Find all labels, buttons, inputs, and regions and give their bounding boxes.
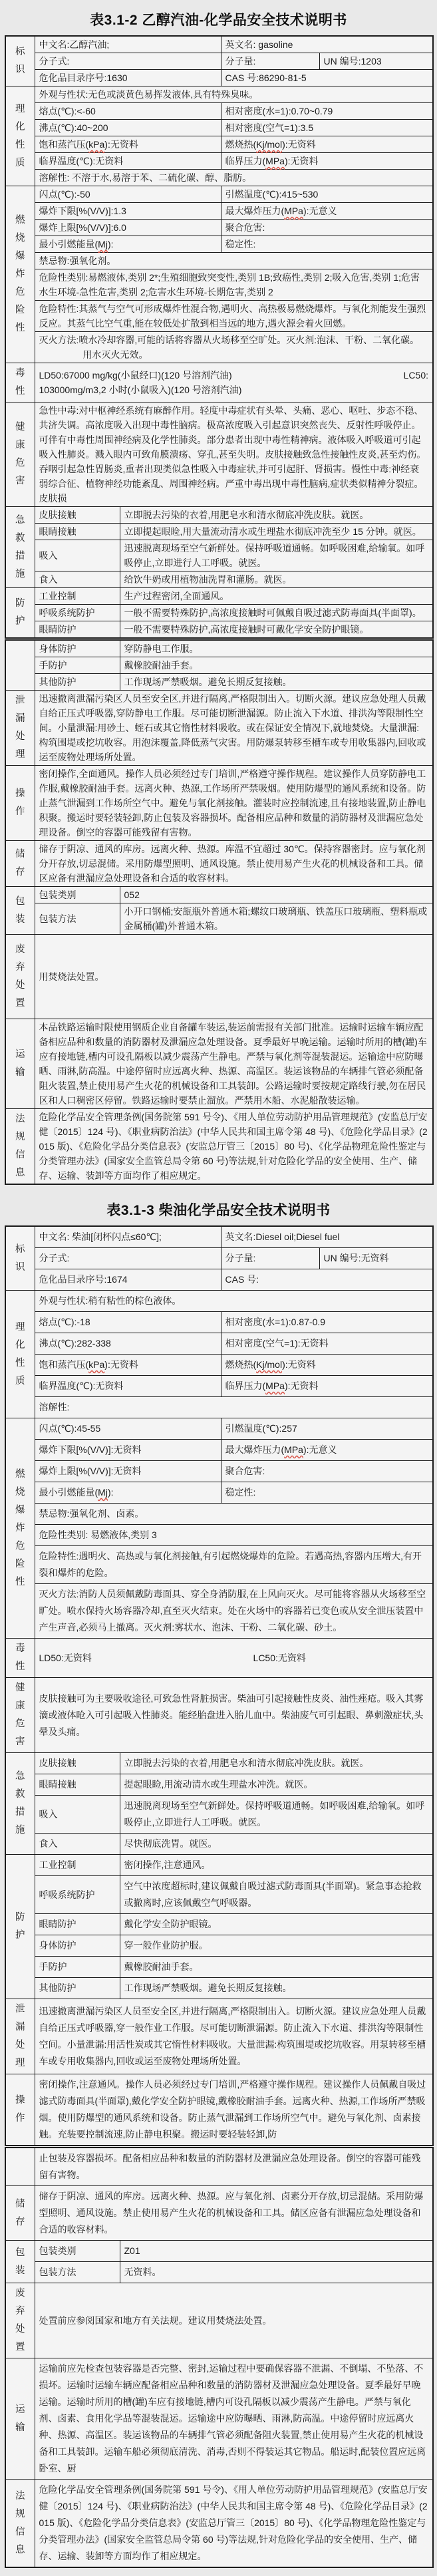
field-text: 临界压力( <box>225 1380 266 1391</box>
fire-fighting-method: 灭火方法:消防人员须佩戴防毒面具、穿全身消防服,在上风向灭火。尽可能将容器从火场移至空旷处。喷水保持火场容器冷却,直至灭火结束。处在火场中的容器若已变色或从安全泄压装置中产生声音,必须马上撤离。灭火剂:雾状水、泡沫、干粉、二氧化碳、砂土。 <box>35 1584 433 1639</box>
first-aid-inhalation: 迅速脱离现场至空气新鲜处。保持呼吸道通畅。如呼吸困难,给输氧。如呼吸停止,立即进行人工呼吸。就医。 <box>120 1796 433 1834</box>
section-label-text: 废弃处置 <box>15 2288 25 2352</box>
field-text: ): <box>107 239 114 249</box>
table-row <box>5 1440 433 1461</box>
critical-temperature: 临界温度(℃):无资料 <box>35 1376 221 1397</box>
field-text: 最大爆炸压力( <box>225 1444 285 1455</box>
table-row <box>5 588 433 605</box>
table-row <box>5 2147 433 2186</box>
section-label-text: 燃烧爆炸危险性 <box>15 1468 25 1587</box>
table-row <box>5 1333 433 1355</box>
table-row <box>5 524 433 540</box>
table-row <box>5 1461 433 1482</box>
field-text: ): <box>107 1487 114 1498</box>
lc50-value: 103000mg/m3,2 小时(小鼠吸入)(120 号溶剂汽油) <box>39 385 242 395</box>
table-row <box>5 1855 433 1876</box>
molecular-formula: 分子式: <box>35 53 221 70</box>
section-label-text: 废弃处置 <box>15 944 25 1009</box>
section-label-text: 理化性质 <box>15 103 25 168</box>
row-label-eye-contact: 眼睛接触 <box>35 524 120 540</box>
first-aid-inhalation: 迅速脱离现场至空气新鲜处。保持呼吸道通畅。如呼吸困难,给输氧。如呼吸停止,立即进行人工呼吸。就医。 <box>120 540 433 571</box>
transport-text: 本品铁路运输时限使用钢质企业自备罐车装运,装运前需报有关部门批准。运输时运输车辆应配备相应品种和数量的消防器材及泄漏应急处理设备。夏季最好早晚运输。运输时所用的槽(罐)车应有接地链,槽内可设孔隔板以减少震荡产生静电。严禁与氧化剂等混装混运。运输途中应防曝晒、雨淋,防高温。中途停留时应远离火种、热源、高温区。装运该物品的车辆排气管必须配备阻火装置,禁止使用易产生火花的机械设备和工具装卸。公路运输时要按规定路线行驶,勿在居民区和人口稠密区停留。铁路运输时要禁止溜放。严禁用木船、水泥船散装运输。 <box>35 1019 433 1109</box>
section-label-handling-continued <box>5 2147 35 2186</box>
combustion-heat <box>221 136 433 153</box>
section-label-text: 毒性 <box>15 1643 25 1672</box>
chinese-name: 中文名:乙醇汽油; <box>35 36 221 53</box>
first-aid-skin: 立即脱去污染的衣着,用肥皂水和清水彻底冲洗皮肤。就医。 <box>120 1753 433 1774</box>
section-label-storage <box>5 2186 35 2241</box>
handling-text: 密闭操作,全面通风。操作人员必须经过专门培训,严格遵守操作规程。建议操作人员穿防静电工作服,戴橡胶耐油手套。远离火种、热源,工作场所严禁吸烟。使用防爆型的通风系统和设备。防止蒸气泄漏到工作场所空气中。避免与氧化剂接触。灌装时应控制流速,且有接地装置,防止静电积聚。搬运时要轻装轻卸,防止包装及容器损坏。配备相应品种和数量的消防器材及泄漏应急处理设备。倒空的容器可能残留有害物。 <box>35 766 433 841</box>
explosion-upper-limit: 爆炸上限[%(V/V)]:6.0 <box>35 220 221 236</box>
table-row <box>5 1639 433 1678</box>
english-name: 英文名: gasoline <box>221 36 433 53</box>
section-label-text: 储存 <box>15 849 25 878</box>
table-row <box>5 1999 433 2074</box>
health-hazard-text: 急性中毒:对中枢神经系统有麻醉作用。轻度中毒症状有头晕、头痛、恶心、呕吐、步态不稳、共济失调。高浓度吸入出现中毒性脑病。极高浓度吸入引起意识突然丧失、反射性呼吸停止。可伴有中毒性周围神经病及化学性肺炎。部分患者出现中毒性精神病。液体吸入呼吸道可引起吸入性肺炎。溅入眼内可致角膜溃疡、穿孔,甚至失明。皮肤接触致急性接触性皮炎,甚至灼伤。吞咽引起急性胃肠炎,重者出现类似急性吸入中毒症状,并可引起肝、肾损害。慢性中毒:神经衰弱综合征、植物神经功能紊乱、周围神经病。严重中毒出现中毒性脑病,症状类似精神分裂症。皮肤损 <box>35 402 433 507</box>
first-aid-eye: 提起眼睑,用流动清水或生理盐水冲洗。就医。 <box>120 1774 433 1796</box>
packaging-method: 无资料。 <box>120 2262 433 2283</box>
cas-number: CAS 号: <box>221 1269 433 1291</box>
row-label-respiratory-protection: 呼吸系统防护 <box>35 605 120 621</box>
table-row <box>5 1019 433 1109</box>
hazard-characteristics: 危险特性:遇明火、高热或与氧化剂接触,有引起燃烧爆炸的危险。若遇高热,容器内压增大,有开裂和爆炸的危险。 <box>35 1546 433 1584</box>
lc50-label: LC50: <box>403 370 428 381</box>
unit-text: Kj/mol <box>256 139 283 150</box>
unit-text: MPa <box>265 156 285 166</box>
unit-text: MPa <box>284 206 303 216</box>
toxicity-line-1 <box>39 368 429 383</box>
section-label-text: 健康危害 <box>15 422 25 486</box>
incompatibilities: 禁忌物:强氧化剂、卤素。 <box>35 1504 433 1525</box>
field-text: ):无资料 <box>104 139 138 150</box>
table-row <box>5 253 433 269</box>
table-row <box>5 170 433 186</box>
section-label-regulation <box>5 2480 35 2568</box>
protection-eye: 一般不需要特殊防护,高浓度接触时可戴化学安全防护眼镜。 <box>120 621 433 639</box>
flash-point: 闪点(℃):45-55 <box>35 1418 221 1440</box>
row-label-ingestion: 食入 <box>35 1834 120 1855</box>
table-row <box>5 2262 433 2283</box>
table-row <box>5 1504 433 1525</box>
field-text: 饱和蒸汽压( <box>39 139 89 150</box>
table-row <box>5 1584 433 1639</box>
section-label-text: 法规信息 <box>15 1114 25 1178</box>
table-row <box>5 571 433 588</box>
ld50-value: LD50:67000 mg/kg(小鼠经口)(120 号溶剂汽油) <box>39 370 232 381</box>
table-row <box>5 136 433 153</box>
table-row <box>5 220 433 236</box>
chinese-name: 中文名: 柴油[闭杯闪点≤60℃]; <box>35 1226 221 1248</box>
toxicity-values <box>35 363 433 402</box>
section-label-physical-properties <box>5 1291 35 1418</box>
cas-number: CAS 号:86290-81-5 <box>221 70 433 86</box>
section-label-protection <box>5 1855 35 1999</box>
field-text: ):无意义 <box>303 1444 337 1455</box>
section-label-text: 标识 <box>15 1243 25 1273</box>
section-label-packaging <box>5 2241 35 2283</box>
section-label-storage <box>5 841 35 887</box>
table-row <box>5 674 433 691</box>
molecular-weight: 分子量: <box>221 1248 319 1269</box>
first-aid-ingestion: 尽快彻底洗胃。就医。 <box>120 1834 433 1855</box>
relative-density-water: 相对密度(水=1):0.70~0.79 <box>221 103 433 120</box>
molecular-weight: 分子量: <box>221 53 319 70</box>
unit-text: kPa <box>88 1359 105 1370</box>
field-text: ):无资料 <box>282 1359 316 1370</box>
table-row <box>5 1834 433 1855</box>
table-row <box>5 153 433 170</box>
row-label-eye-contact: 眼睛接触 <box>35 1774 120 1796</box>
catalog-number: 危化品目录序号:1674 <box>35 1269 221 1291</box>
table-row <box>5 507 433 524</box>
table-row <box>5 269 433 301</box>
section-label-text: 包装 <box>15 2247 25 2276</box>
molecular-formula: 分子式: <box>35 1248 221 1269</box>
handling-text-part-2: 止包装及容器损坏。配备相应品种和数量的消防器材及泄漏应急处理设备。倒空的容器可能残留有害物。 <box>35 2147 433 2186</box>
row-label-ingestion: 食入 <box>35 571 120 588</box>
row-label-skin-contact: 皮肤接触 <box>35 1753 120 1774</box>
section-label-handling <box>5 766 35 841</box>
melting-point: 熔点(℃):-18 <box>35 1312 221 1333</box>
table-row <box>5 2241 433 2262</box>
storage-text: 储存于阴凉、通风的库房。远离火种、热源。库温不宜超过 30℃。保持容器密封。应与氧化剂分开存放,切忌混储。采用防爆型照明、通风设施。禁止使用易产生火花的机械设备和工具。储区应备有泄漏应急处理设备和合适的收容材料。 <box>35 841 433 887</box>
first-aid-ingestion: 给饮牛奶或用植物油洗胃和灌肠。就医。 <box>120 571 433 588</box>
table-row <box>5 120 433 136</box>
regulation-text: 危险化学品安全管理条例(国务院第 591 号令)、《用人单位劳动防护用品管理规范》(安监总厅安健〔2015〕124 号)、《职业病防治法》(中华人民共和国主席令第 48 号)、《危险化学品目录》(2015 版)、《危险化学品分类信息表》(安监总厅管三〔2015〕80 号)、《化学品物理危险性鉴定与分类管理办法》(国家安全监管总局令第 60 号)等法规,针对危险化学品的安全使用、生产、储存、运输、装卸等方面均作了相应规定。 <box>35 2480 433 2568</box>
table-row <box>5 203 433 220</box>
ignition-temperature: 引燃温度(℃):415~530 <box>221 186 433 203</box>
table-row <box>5 1397 433 1418</box>
section-label-text: 毒性 <box>15 368 25 397</box>
hazard-class: 危险性类别:易燃液体,类别 2*;生殖细胞致突变性,类别 1B;致癌性,类别 2;吸入危害,类别 1;危害水生环境-急性危害,类别 2;危害水生环境-长期危害,类别 2 <box>35 269 433 301</box>
unit-text: MPa <box>265 1380 285 1391</box>
catalog-number: 危化品目录序号:1630 <box>35 70 221 86</box>
row-label-body-protection: 身体防护 <box>35 1935 120 1957</box>
table-row <box>5 1109 433 1185</box>
disposal-text: 处置前应参阅国家和地方有关法规。建议用焚烧法处置。 <box>35 2283 433 2358</box>
row-label-eye-protection: 眼睛防护 <box>35 621 120 639</box>
protection-other: 工作现场严禁吸烟。避免长期反复接触。 <box>120 1978 433 1999</box>
stability: 稳定性: <box>221 1482 433 1504</box>
relative-density-water: 相对密度(水=1):0.87-0.9 <box>221 1312 433 1333</box>
leak-handling-text: 迅速撤离泄漏污染区人员至安全区,并进行隔离,严格限制出入。切断火源。建议应急处理人员戴自给正压式呼吸器,穿防静电工作服。尽可能切断泄漏源。防止流入下水道、排洪沟等限制性空间。小量泄漏:用砂土、蛭石或其它惰性材料吸收。或在保证安全情况下,就地焚烧。大量泄漏:构筑围堤或挖坑收容。用泡沫覆盖,降低蒸气灾害。用防爆泵转移至槽车或专用收集器内,回收或运至废物处理场所处置。 <box>35 691 433 766</box>
transport-text: 运输前应先检查包装容器是否完整、密封,运输过程中要确保容器不泄漏、不倒塌、不坠落、不损坏。运输时运输车辆应配备相应品种和数量的消防器材及泄漏应急处理设备。夏季最好早晚运输。运输时所用的槽(罐)车应有接地链,槽内可设孔隔板以减少震荡产生静电。严禁与氧化剂、卤素、食用化学品等混装混运。运输途中应防曝晒、雨淋,防高温。中途停留时应远离火种、热源、高温区。装运该物品的车辆排气管必须配备阻火装置,禁止使用易产生火花的机械设备和工具装卸。运输车船必须彻底清洗、消毒,否则不得装运其它物品。船运时,配装位置应远离卧室、厨 <box>35 2358 433 2480</box>
table-row <box>5 1796 433 1834</box>
row-label-engineering-control: 工业控制 <box>35 1855 120 1876</box>
table-row <box>5 1291 433 1312</box>
first-aid-skin: 立即脱去污染的衣着,用肥皂水和清水彻底冲洗皮肤。就医。 <box>120 507 433 524</box>
melting-point: 熔点(℃):<-60 <box>35 103 221 120</box>
protection-hand: 戴橡胶耐油手套。 <box>120 657 433 674</box>
polymerization-hazard: 聚合危害: <box>221 1461 433 1482</box>
fire-fighting-text: 灭火方法:喷水冷却容器,可能的话将容器从火场移至空旷处。灭火剂:泡沫、干粉、二氧化碳。用水灭火无效。 <box>39 335 420 360</box>
table-row <box>5 887 433 903</box>
section-label-text: 储存 <box>15 2198 25 2227</box>
table-row <box>5 1248 433 1269</box>
section-label-protection <box>5 588 35 639</box>
section-label-disposal <box>5 2283 35 2358</box>
row-label-packaging-method: 包装方法 <box>35 903 120 935</box>
table-row <box>5 301 433 332</box>
table-row <box>5 639 433 657</box>
table-row <box>5 2186 433 2241</box>
field-text: 燃烧热( <box>225 139 257 150</box>
section-label-protection-continued <box>5 639 35 691</box>
section-label-text: 理化性质 <box>15 1321 25 1386</box>
explosion-upper-limit: 爆炸上限[%(V/V)]:无资料 <box>35 1461 221 1482</box>
relative-density-air: 相对密度(空气=1):无资料 <box>221 1333 433 1355</box>
section-label-packaging <box>5 887 35 935</box>
table-row <box>5 332 433 363</box>
msds-table-diesel <box>5 1225 434 2568</box>
section-label-disposal <box>5 935 35 1019</box>
section-label-transport <box>5 1019 35 1109</box>
section-label-text: 泄漏处理 <box>15 2004 25 2068</box>
section-label-physical-properties <box>5 86 35 186</box>
ignition-temperature: 引燃温度(℃):257 <box>221 1418 433 1440</box>
section-label-text: 操作 <box>15 2095 25 2124</box>
field-text: 临界压力( <box>225 156 266 166</box>
row-label-other-protection: 其他防护 <box>35 1978 120 1999</box>
table-row <box>5 186 433 203</box>
table-row <box>5 691 433 766</box>
max-explosion-pressure <box>221 203 433 220</box>
table-row <box>5 2480 433 2568</box>
table-2-title: 表3.1-3 柴油化学品安全技术说明书 <box>106 1203 331 1218</box>
table-row <box>5 903 433 935</box>
unit-text: Mj <box>98 1487 108 1498</box>
explosion-lower-limit: 爆炸下限[%(V/V)]:1.3 <box>35 203 221 220</box>
row-label-inhalation: 吸入 <box>35 1796 120 1834</box>
health-hazard-text: 皮肤接触可为主要吸收途径,可致急性肾脏损害。柴油可引起接触性皮炎、油性痤疮。吸入其雾滴或液体呛入可引起吸入性肺炎。能经胎盘进入胎儿血中。柴油废气可引起眼、鼻刺激症状,头晕及头痛。 <box>35 1678 433 1753</box>
table-row <box>5 236 433 253</box>
critical-pressure <box>221 1376 433 1397</box>
table-row <box>5 70 433 86</box>
polymerization-hazard: 聚合危害: <box>221 220 433 236</box>
table-row <box>5 1935 433 1957</box>
section-label-health-hazard <box>5 402 35 507</box>
table-row <box>5 935 433 1019</box>
table-row <box>5 1774 433 1796</box>
un-number: UN 编号:无资料 <box>319 1248 433 1269</box>
table-row <box>5 36 433 53</box>
table-row <box>5 2358 433 2480</box>
section-label-text: 燃烧爆炸危险性 <box>15 215 25 333</box>
table-row <box>5 657 433 674</box>
section-label-text: 急救措施 <box>15 1771 25 1836</box>
leak-handling-text: 迅速撤离泄漏污染区人员至安全区,并进行隔离,严格限制出入。切断火源。建议应急处理人员戴自给正压式呼吸器,穿一般作业工作服。尽可能切断泄漏源。防止流入下水道、排洪沟等限制性空间。小量泄漏:用活性炭或其它惰性材料吸收。大量泄漏:构筑围堤或挖坑收容。用泵转移至槽车或专用收集器内,回收或运至废物处理场所处置。 <box>35 1999 433 2074</box>
section-label-identification <box>5 1226 35 1291</box>
table-row <box>5 1525 433 1546</box>
section-label-text: 健康危害 <box>15 1683 25 1747</box>
protection-engineering: 密闭操作,注意通风。 <box>120 1855 433 1876</box>
appearance: 外观与性状:稍有粘性的棕色液体。 <box>35 1291 433 1312</box>
field-text: 最小引燃能量( <box>39 239 98 249</box>
field-text: ):无资料 <box>284 1380 319 1391</box>
table-row <box>5 1482 433 1504</box>
table-row <box>5 1876 433 1914</box>
section-label-handling <box>5 2074 35 2147</box>
max-explosion-pressure <box>221 1440 433 1461</box>
appearance: 外观与性状:无色或淡黄色易挥发液体,具有特殊臭味。 <box>35 86 433 103</box>
table-row <box>5 103 433 120</box>
section-label-text: 操作 <box>15 788 25 817</box>
table-row <box>5 1312 433 1333</box>
table-row <box>5 402 433 507</box>
un-number: UN 编号:1203 <box>319 53 433 70</box>
field-text: ):无资料 <box>104 1359 138 1370</box>
row-label-respiratory-protection: 呼吸系统防护 <box>35 1876 120 1914</box>
section-label-text: 标识 <box>15 47 25 75</box>
table-row <box>5 1678 433 1753</box>
section-label-text: 包装 <box>15 895 25 925</box>
unit-text: Mj <box>98 239 108 249</box>
row-label-packaging-method: 包装方法 <box>35 2262 120 2283</box>
protection-eye: 戴化学安全防护眼镜。 <box>120 1914 433 1935</box>
table-row <box>5 841 433 887</box>
table-row <box>5 2074 433 2147</box>
fire-fighting-method <box>35 332 433 363</box>
field-text: ):无资料 <box>282 139 316 150</box>
row-label-hand-protection: 手防护 <box>35 657 120 674</box>
toxicity-line <box>39 1650 429 1667</box>
protection-respiratory: 空气中浓度超标时,建议佩戴自吸过滤式防毒面具(半面罩)。紧急事态抢救或撤离时,应该佩戴空气呼吸器。 <box>120 1876 433 1914</box>
section-label-text: 泄漏处理 <box>15 695 25 760</box>
table-row <box>5 1226 433 1248</box>
table-row <box>5 1355 433 1376</box>
packaging-method: 小开口钢桶;安瓿瓶外普通木箱;螺纹口玻璃瓶、铁盖压口玻璃瓶、塑料瓶或金属桶(罐)外普通木箱。 <box>120 903 433 935</box>
packaging-category: Z01 <box>120 2241 433 2262</box>
row-label-skin-contact: 皮肤接触 <box>35 507 120 524</box>
field-text: 燃烧热( <box>225 1359 257 1370</box>
table-row <box>5 1978 433 1999</box>
handling-text-part-1: 密闭操作,注意通风。操作人员必须经过专门培训,严格遵守操作规程。建议操作人员佩戴自吸过滤式防毒面具(半面罩),戴化学安全防护眼镜,戴橡胶耐油手套。远离火种、热源,工作场所严禁吸烟。使用防爆型的通风系统和设备。防止蒸气泄漏到工作场所空气中。避免与氧化剂、卤素接触。充装要控制流速,防止静电积聚。搬运时要轻装轻卸,防 <box>35 2074 433 2147</box>
critical-pressure <box>221 153 433 170</box>
solubility: 溶解性: 不溶于水,易溶于苯、二硫化碳、醇、脂肪。 <box>35 170 433 186</box>
incompatibilities: 禁忌物:强氧化剂。 <box>35 253 433 269</box>
row-label-inhalation: 吸入 <box>35 540 120 571</box>
storage-text: 储存于阴凉、通风的库房。远离火种、热源。应与氧化剂、卤素分开存放,切忌混储。采用防爆型照明、通风设施。禁止使用易产生火花的机械设备和工具。储区应备有泄漏应急处理设备和合适的收容材料。 <box>35 2186 433 2241</box>
section-label-first-aid <box>5 1753 35 1855</box>
section-label-transport <box>5 2358 35 2480</box>
table-row <box>5 1418 433 1440</box>
relative-density-air: 相对密度(空气=1):3.5 <box>221 120 433 136</box>
explosion-lower-limit: 爆炸下限[%(V/V)]:无资料 <box>35 1440 221 1461</box>
section-label-leak-handling <box>5 1999 35 2074</box>
table-row <box>5 363 433 402</box>
table-1-title: 表3.1-2 乙醇汽油-化学品安全技术说明书 <box>90 13 347 28</box>
section-label-text: 运输 <box>15 2404 25 2433</box>
protection-engineering: 生产过程密闭,全面通风。 <box>120 588 433 605</box>
protection-body: 穿防静电工作服。 <box>120 639 433 657</box>
table-row <box>5 1376 433 1397</box>
min-ignition-energy <box>35 236 221 253</box>
protection-body: 穿一般作业防护服。 <box>120 1935 433 1957</box>
section-label-toxicity <box>5 1639 35 1678</box>
vapor-pressure <box>35 136 221 153</box>
row-label-body-protection: 身体防护 <box>35 639 120 657</box>
table-row <box>5 766 433 841</box>
section-label-text: 防护 <box>15 1912 25 1941</box>
lc50-value: LC50:无资料 <box>253 1652 306 1663</box>
unit-text: Kj/mol <box>256 1359 283 1370</box>
section-label-health-hazard <box>5 1678 35 1753</box>
flash-point: 闪点(℃):-50 <box>35 186 221 203</box>
english-name: 英文名:Diesel oil;Diesel fuel <box>221 1226 433 1248</box>
solubility: 溶解性: <box>35 1397 433 1418</box>
combustion-heat <box>221 1355 433 1376</box>
boiling-point: 沸点(℃):40~200 <box>35 120 221 136</box>
field-text: 最大爆炸压力( <box>225 206 285 216</box>
section-label-text: 防护 <box>15 598 25 627</box>
msds-table-ethanol-gasoline <box>5 35 434 1185</box>
field-text: ):无资料 <box>284 156 319 166</box>
row-label-eye-protection: 眼睛防护 <box>35 1914 120 1935</box>
boiling-point: 沸点(℃):282-338 <box>35 1333 221 1355</box>
table-row <box>5 1914 433 1935</box>
section-label-regulation <box>5 1109 35 1185</box>
row-label-engineering-control: 工业控制 <box>35 588 120 605</box>
section-label-identification <box>5 36 35 86</box>
protection-other: 工作现场严禁吸烟。避免长期反复接触。 <box>120 674 433 691</box>
section-label-fire-explosion-hazard <box>5 186 35 363</box>
packaging-category: 052 <box>120 887 433 903</box>
table-row <box>5 53 433 70</box>
regulation-text: 危险化学品安全管理条例(国务院第 591 号令)、《用人单位劳动防护用品管理规范》(安监总厅安健〔2015〕124 号)、《职业病防治法》(中华人民共和国主席令第 48 号)、《危险化学品目录》(2015 版)、《危险化学品分类信息表》(安监总厅管三〔2015〕80 号)、《化学品物理危险性鉴定与分类管理办法》(国家安全监管总局令第 60 号)等法规,针对危险化学品的安全使用、生产、储存、运输、装卸等方面均作了相应规定。 <box>35 1109 433 1185</box>
disposal-text: 用焚烧法处置。 <box>35 935 433 1019</box>
first-aid-eye: 立即提起眼睑,用大量流动清水或生理盐水彻底冲洗至少 15 分钟。就医。 <box>120 524 433 540</box>
min-ignition-energy <box>35 1482 221 1504</box>
vapor-pressure <box>35 1355 221 1376</box>
row-label-hand-protection: 手防护 <box>35 1957 120 1978</box>
field-text: ):无意义 <box>303 206 337 216</box>
section-label-toxicity <box>5 363 35 402</box>
field-text: 最小引燃能量( <box>39 1487 98 1498</box>
toxicity-values <box>35 1639 433 1678</box>
row-label-packaging-category: 包装类别 <box>35 2241 120 2262</box>
table-row <box>5 540 433 571</box>
table-row <box>5 1269 433 1291</box>
protection-hand: 戴橡胶耐油手套。 <box>120 1957 433 1978</box>
stability: 稳定性: <box>221 236 433 253</box>
row-label-other-protection: 其他防护 <box>35 674 120 691</box>
table-row <box>5 621 433 639</box>
section-label-text: 急救措施 <box>15 514 25 579</box>
hazard-class: 危险性类别: 易燃液体,类别 3 <box>35 1525 433 1546</box>
section-label-first-aid <box>5 507 35 588</box>
section-label-text: 法规信息 <box>15 2490 25 2555</box>
critical-temperature: 临界温度(℃):无资料 <box>35 153 221 170</box>
section-label-leak-handling <box>5 691 35 766</box>
unit-text: kPa <box>88 139 105 150</box>
field-text: 饱和蒸汽压( <box>39 1359 89 1370</box>
table-row <box>5 1546 433 1584</box>
ld50-value: LD50:无资料 <box>39 1652 92 1663</box>
section-label-text: 运输 <box>15 1049 25 1078</box>
unit-text: MPa <box>284 1444 303 1455</box>
table-row <box>5 1957 433 1978</box>
table-row <box>5 605 433 621</box>
table-row <box>5 2283 433 2358</box>
table-row <box>5 86 433 103</box>
row-label-packaging-category: 包装类别 <box>35 887 120 903</box>
hazard-characteristics: 危险特性:其蒸气与空气可形成爆炸性混合物,遇明火、高热极易燃烧爆炸。与氧化剂能发生强烈反应。其蒸气比空气重,能在较低处扩散到相当远的地方,遇火源会着火回燃。 <box>35 301 433 332</box>
protection-respiratory: 一般不需要特殊防护,高浓度接触时可佩戴自吸过滤式防毒面具(半面罩)。 <box>120 605 433 621</box>
table-row <box>5 1753 433 1774</box>
section-label-fire-explosion-hazard <box>5 1418 35 1639</box>
